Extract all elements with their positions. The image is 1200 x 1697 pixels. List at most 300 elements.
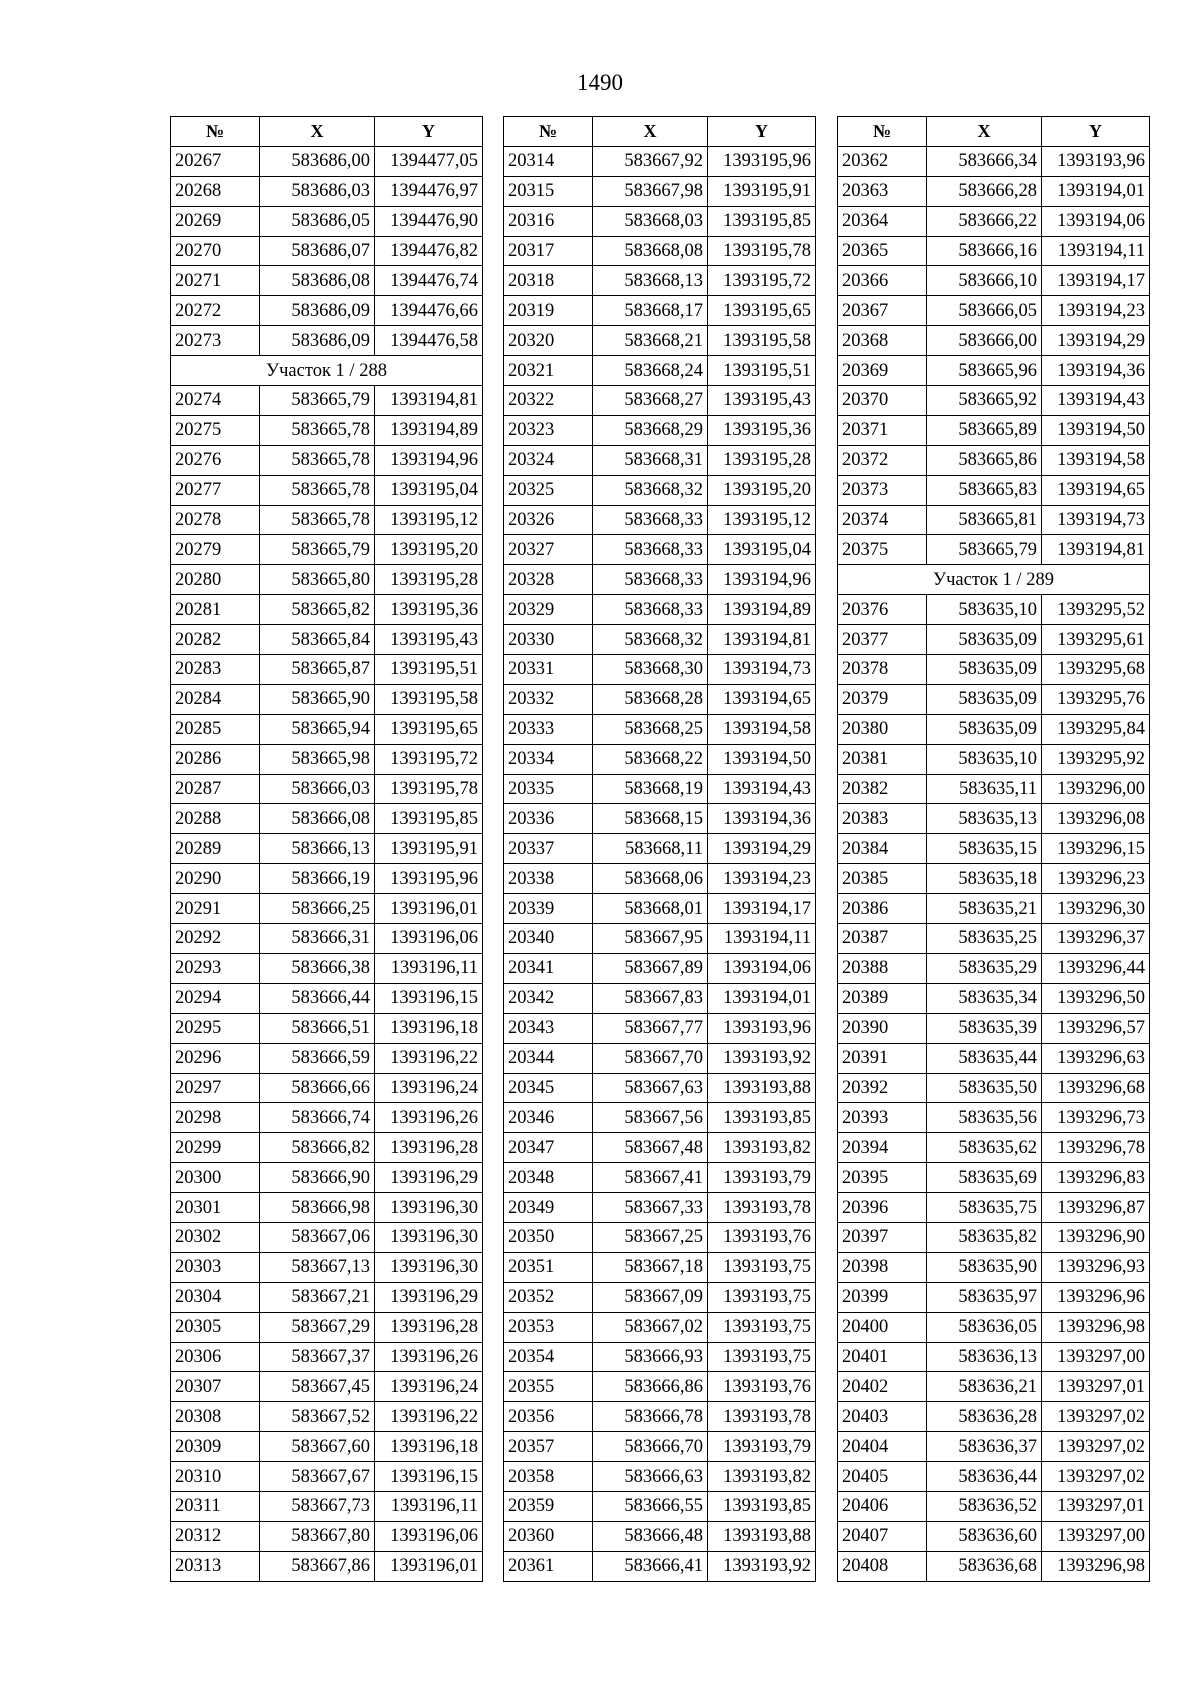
cell-y: 1394476,97 xyxy=(375,176,483,206)
header-y: Y xyxy=(708,117,816,147)
table-row xyxy=(838,236,1150,266)
cell-x: 583667,92 xyxy=(593,146,708,176)
cell-num: 20291 xyxy=(171,894,260,924)
cell-x: 583668,33 xyxy=(593,595,708,625)
table-row xyxy=(838,296,1150,326)
cell-num: 20352 xyxy=(504,1282,593,1312)
cell-x: 583636,37 xyxy=(927,1432,1042,1462)
table-row xyxy=(171,684,483,714)
header-y: Y xyxy=(1042,117,1150,147)
cell-num: 20313 xyxy=(171,1551,260,1581)
cell-num: 20326 xyxy=(504,505,593,535)
table-row xyxy=(504,774,816,804)
cell-x: 583668,33 xyxy=(593,565,708,595)
cell-num: 20306 xyxy=(171,1342,260,1372)
table-row xyxy=(504,326,816,356)
cell-x: 583665,78 xyxy=(260,445,375,475)
cell-num: 20318 xyxy=(504,266,593,296)
header-row xyxy=(171,117,483,147)
table-row xyxy=(838,1013,1150,1043)
cell-y: 1393297,01 xyxy=(1042,1372,1150,1402)
cell-num: 20293 xyxy=(171,953,260,983)
cell-num: 20369 xyxy=(838,356,927,386)
cell-x: 583667,48 xyxy=(593,1133,708,1163)
cell-num: 20361 xyxy=(504,1551,593,1581)
cell-y: 1393196,22 xyxy=(375,1043,483,1073)
table-row xyxy=(171,714,483,744)
cell-num: 20385 xyxy=(838,864,927,894)
cell-num: 20383 xyxy=(838,804,927,834)
cell-y: 1393195,78 xyxy=(375,774,483,804)
cell-x: 583667,21 xyxy=(260,1282,375,1312)
cell-y: 1393193,76 xyxy=(708,1222,816,1252)
cell-num: 20405 xyxy=(838,1462,927,1492)
cell-num: 20310 xyxy=(171,1462,260,1492)
cell-num: 20283 xyxy=(171,655,260,685)
cell-x: 583667,63 xyxy=(593,1073,708,1103)
cell-x: 583668,11 xyxy=(593,834,708,864)
cell-x: 583636,13 xyxy=(927,1342,1042,1372)
cell-y: 1393194,17 xyxy=(1042,266,1150,296)
cell-y: 1393194,43 xyxy=(1042,386,1150,416)
table-row xyxy=(838,1073,1150,1103)
table-row xyxy=(504,1551,816,1581)
cell-num: 20276 xyxy=(171,445,260,475)
table-row xyxy=(504,595,816,625)
cell-y: 1393296,83 xyxy=(1042,1163,1150,1193)
table-row xyxy=(171,595,483,625)
cell-x: 583635,15 xyxy=(927,834,1042,864)
cell-y: 1393295,68 xyxy=(1042,655,1150,685)
table-row xyxy=(838,714,1150,744)
table-row xyxy=(171,176,483,206)
cell-num: 20373 xyxy=(838,475,927,505)
cell-x: 583635,34 xyxy=(927,983,1042,1013)
cell-y: 1393196,18 xyxy=(375,1013,483,1043)
cell-y: 1393296,00 xyxy=(1042,774,1150,804)
table-row xyxy=(838,595,1150,625)
cell-num: 20337 xyxy=(504,834,593,864)
cell-x: 583635,69 xyxy=(927,1163,1042,1193)
table-row xyxy=(504,1222,816,1252)
cell-y: 1393194,17 xyxy=(708,894,816,924)
cell-y: 1393194,89 xyxy=(708,595,816,625)
cell-num: 20279 xyxy=(171,535,260,565)
cell-num: 20334 xyxy=(504,744,593,774)
cell-x: 583665,89 xyxy=(927,415,1042,445)
cell-x: 583666,25 xyxy=(260,894,375,924)
table-row xyxy=(504,983,816,1013)
cell-num: 20363 xyxy=(838,176,927,206)
table-row xyxy=(838,774,1150,804)
cell-num: 20362 xyxy=(838,146,927,176)
table-row xyxy=(504,146,816,176)
cell-num: 20330 xyxy=(504,625,593,655)
cell-x: 583668,25 xyxy=(593,714,708,744)
cell-y: 1393195,36 xyxy=(375,595,483,625)
cell-y: 1393193,92 xyxy=(708,1551,816,1581)
table-row xyxy=(504,505,816,535)
cell-num: 20368 xyxy=(838,326,927,356)
cell-num: 20402 xyxy=(838,1372,927,1402)
table-row xyxy=(504,1312,816,1342)
cell-x: 583666,08 xyxy=(260,804,375,834)
cell-x: 583666,59 xyxy=(260,1043,375,1073)
cell-num: 20294 xyxy=(171,983,260,1013)
cell-x: 583665,79 xyxy=(927,535,1042,565)
cell-x: 583666,31 xyxy=(260,924,375,954)
table-row xyxy=(838,146,1150,176)
cell-num: 20267 xyxy=(171,146,260,176)
cell-y: 1393296,57 xyxy=(1042,1013,1150,1043)
table-row xyxy=(838,1103,1150,1133)
table-row xyxy=(504,1133,816,1163)
cell-y: 1393196,24 xyxy=(375,1073,483,1103)
cell-y: 1393196,15 xyxy=(375,1462,483,1492)
cell-num: 20407 xyxy=(838,1521,927,1551)
cell-num: 20376 xyxy=(838,595,927,625)
table-row xyxy=(171,774,483,804)
cell-y: 1393296,50 xyxy=(1042,983,1150,1013)
cell-y: 1393193,88 xyxy=(708,1521,816,1551)
cell-x: 583666,19 xyxy=(260,864,375,894)
cell-num: 20400 xyxy=(838,1312,927,1342)
cell-x: 583667,29 xyxy=(260,1312,375,1342)
table-row xyxy=(171,834,483,864)
cell-x: 583635,18 xyxy=(927,864,1042,894)
cell-y: 1393194,58 xyxy=(1042,445,1150,475)
cell-num: 20380 xyxy=(838,714,927,744)
table-row xyxy=(504,625,816,655)
cell-x: 583667,80 xyxy=(260,1521,375,1551)
table-row xyxy=(171,1551,483,1581)
cell-y: 1393295,76 xyxy=(1042,684,1150,714)
cell-x: 583666,90 xyxy=(260,1163,375,1193)
cell-num: 20332 xyxy=(504,684,593,714)
cell-y: 1393195,12 xyxy=(375,505,483,535)
cell-num: 20378 xyxy=(838,655,927,685)
cell-num: 20328 xyxy=(504,565,593,595)
cell-num: 20335 xyxy=(504,774,593,804)
cell-y: 1393296,98 xyxy=(1042,1312,1150,1342)
cell-num: 20320 xyxy=(504,326,593,356)
cell-y: 1393193,85 xyxy=(708,1491,816,1521)
cell-y: 1394476,58 xyxy=(375,326,483,356)
table-row xyxy=(838,953,1150,983)
table-row xyxy=(838,1432,1150,1462)
cell-x: 583667,67 xyxy=(260,1462,375,1492)
cell-num: 20357 xyxy=(504,1432,593,1462)
cell-num: 20278 xyxy=(171,505,260,535)
table-row xyxy=(171,1193,483,1223)
cell-x: 583635,44 xyxy=(927,1043,1042,1073)
cell-num: 20353 xyxy=(504,1312,593,1342)
table-row xyxy=(171,924,483,954)
cell-y: 1393196,15 xyxy=(375,983,483,1013)
table-row xyxy=(838,1521,1150,1551)
cell-num: 20277 xyxy=(171,475,260,505)
cell-x: 583635,25 xyxy=(927,924,1042,954)
table-row xyxy=(504,684,816,714)
cell-num: 20388 xyxy=(838,953,927,983)
cell-num: 20303 xyxy=(171,1252,260,1282)
table-row xyxy=(504,176,816,206)
table-row xyxy=(171,296,483,326)
cell-x: 583665,87 xyxy=(260,655,375,685)
cell-num: 20280 xyxy=(171,565,260,595)
cell-x: 583686,09 xyxy=(260,296,375,326)
cell-x: 583666,98 xyxy=(260,1193,375,1223)
cell-x: 583665,78 xyxy=(260,415,375,445)
table-row xyxy=(504,1073,816,1103)
cell-y: 1393195,65 xyxy=(375,714,483,744)
cell-x: 583666,16 xyxy=(927,236,1042,266)
cell-num: 20408 xyxy=(838,1551,927,1581)
cell-y: 1393195,85 xyxy=(375,804,483,834)
cell-y: 1393295,84 xyxy=(1042,714,1150,744)
cell-num: 20299 xyxy=(171,1133,260,1163)
table-row xyxy=(504,1372,816,1402)
table-row xyxy=(171,1103,483,1133)
table-row xyxy=(838,266,1150,296)
cell-num: 20339 xyxy=(504,894,593,924)
table-row xyxy=(504,1462,816,1492)
table-row xyxy=(171,953,483,983)
cell-y: 1393297,00 xyxy=(1042,1342,1150,1372)
cell-x: 583635,50 xyxy=(927,1073,1042,1103)
cell-x: 583667,02 xyxy=(593,1312,708,1342)
cell-num: 20372 xyxy=(838,445,927,475)
table-row xyxy=(171,864,483,894)
cell-x: 583667,98 xyxy=(593,176,708,206)
cell-x: 583635,10 xyxy=(927,744,1042,774)
cell-x: 583665,90 xyxy=(260,684,375,714)
cell-x: 583667,45 xyxy=(260,1372,375,1402)
cell-y: 1393296,08 xyxy=(1042,804,1150,834)
table-row xyxy=(504,1103,816,1133)
header-x: X xyxy=(260,117,375,147)
cell-y: 1393194,73 xyxy=(708,655,816,685)
cell-x: 583667,09 xyxy=(593,1282,708,1312)
cell-y: 1393195,20 xyxy=(375,535,483,565)
cell-x: 583686,05 xyxy=(260,206,375,236)
table-row xyxy=(838,535,1150,565)
cell-x: 583668,30 xyxy=(593,655,708,685)
cell-y: 1393195,28 xyxy=(708,445,816,475)
table-row xyxy=(838,1222,1150,1252)
cell-y: 1393196,30 xyxy=(375,1193,483,1223)
table-row xyxy=(838,1551,1150,1581)
cell-x: 583668,33 xyxy=(593,535,708,565)
cell-num: 20275 xyxy=(171,415,260,445)
cell-x: 583667,73 xyxy=(260,1491,375,1521)
table-row xyxy=(171,1073,483,1103)
table-row xyxy=(171,1491,483,1521)
cell-x: 583667,41 xyxy=(593,1163,708,1193)
cell-y: 1393296,23 xyxy=(1042,864,1150,894)
table-row xyxy=(171,505,483,535)
cell-y: 1393196,11 xyxy=(375,1491,483,1521)
cell-x: 583686,09 xyxy=(260,326,375,356)
cell-num: 20377 xyxy=(838,625,927,655)
cell-y: 1393194,11 xyxy=(1042,236,1150,266)
cell-y: 1393296,63 xyxy=(1042,1043,1150,1073)
cell-y: 1393296,73 xyxy=(1042,1103,1150,1133)
cell-x: 583666,05 xyxy=(927,296,1042,326)
cell-num: 20345 xyxy=(504,1073,593,1103)
cell-num: 20336 xyxy=(504,804,593,834)
cell-num: 20324 xyxy=(504,445,593,475)
cell-y: 1393193,78 xyxy=(708,1193,816,1223)
cell-num: 20307 xyxy=(171,1372,260,1402)
cell-y: 1393196,26 xyxy=(375,1342,483,1372)
table-row xyxy=(838,1342,1150,1372)
cell-y: 1393194,01 xyxy=(708,983,816,1013)
cell-num: 20327 xyxy=(504,535,593,565)
cell-x: 583665,92 xyxy=(927,386,1042,416)
table-row xyxy=(171,1372,483,1402)
table-row xyxy=(171,894,483,924)
cell-x: 583666,78 xyxy=(593,1402,708,1432)
table-row xyxy=(171,1402,483,1432)
table-row xyxy=(171,1163,483,1193)
cell-y: 1393297,02 xyxy=(1042,1402,1150,1432)
cell-x: 583667,83 xyxy=(593,983,708,1013)
table-row xyxy=(171,266,483,296)
cell-num: 20387 xyxy=(838,924,927,954)
cell-num: 20270 xyxy=(171,236,260,266)
table-row xyxy=(504,1342,816,1372)
cell-y: 1393295,52 xyxy=(1042,595,1150,625)
cell-y: 1393195,51 xyxy=(375,655,483,685)
cell-y: 1393193,88 xyxy=(708,1073,816,1103)
cell-y: 1393195,85 xyxy=(708,206,816,236)
cell-num: 20401 xyxy=(838,1342,927,1372)
cell-num: 20354 xyxy=(504,1342,593,1372)
table-row xyxy=(171,206,483,236)
header-y: Y xyxy=(375,117,483,147)
cell-y: 1393195,51 xyxy=(708,356,816,386)
table-row xyxy=(504,1402,816,1432)
cell-num: 20290 xyxy=(171,864,260,894)
cell-num: 20297 xyxy=(171,1073,260,1103)
cell-num: 20343 xyxy=(504,1013,593,1043)
cell-num: 20346 xyxy=(504,1103,593,1133)
cell-num: 20341 xyxy=(504,953,593,983)
cell-y: 1393194,23 xyxy=(708,864,816,894)
cell-x: 583668,28 xyxy=(593,684,708,714)
cell-y: 1393195,65 xyxy=(708,296,816,326)
table-row xyxy=(504,953,816,983)
table-row xyxy=(171,655,483,685)
cell-num: 20370 xyxy=(838,386,927,416)
cell-y: 1393195,91 xyxy=(375,834,483,864)
cell-num: 20317 xyxy=(504,236,593,266)
cell-num: 20406 xyxy=(838,1491,927,1521)
cell-y: 1393196,30 xyxy=(375,1252,483,1282)
table-row xyxy=(171,535,483,565)
table-row xyxy=(504,266,816,296)
table-row xyxy=(838,625,1150,655)
table-row xyxy=(838,1252,1150,1282)
cell-y: 1394476,74 xyxy=(375,266,483,296)
cell-num: 20338 xyxy=(504,864,593,894)
cell-y: 1393194,81 xyxy=(1042,535,1150,565)
cell-y: 1393194,06 xyxy=(708,953,816,983)
cell-x: 583666,93 xyxy=(593,1342,708,1372)
cell-y: 1393194,06 xyxy=(1042,206,1150,236)
cell-x: 583666,38 xyxy=(260,953,375,983)
cell-num: 20367 xyxy=(838,296,927,326)
cell-x: 583665,78 xyxy=(260,475,375,505)
cell-y: 1393196,29 xyxy=(375,1163,483,1193)
cell-num: 20323 xyxy=(504,415,593,445)
cell-x: 583667,70 xyxy=(593,1043,708,1073)
table-row xyxy=(504,236,816,266)
table-row xyxy=(838,445,1150,475)
table-row xyxy=(838,684,1150,714)
cell-y: 1393193,78 xyxy=(708,1402,816,1432)
table-row xyxy=(504,415,816,445)
cell-x: 583668,17 xyxy=(593,296,708,326)
cell-y: 1393193,79 xyxy=(708,1163,816,1193)
cell-num: 20398 xyxy=(838,1252,927,1282)
cell-y: 1393195,78 xyxy=(708,236,816,266)
cell-y: 1393195,28 xyxy=(375,565,483,595)
cell-x: 583666,44 xyxy=(260,983,375,1013)
cell-y: 1393196,24 xyxy=(375,1372,483,1402)
cell-x: 583635,11 xyxy=(927,774,1042,804)
cell-x: 583666,34 xyxy=(927,146,1042,176)
header-num: № xyxy=(504,117,593,147)
cell-y: 1393195,36 xyxy=(708,415,816,445)
cell-x: 583666,82 xyxy=(260,1133,375,1163)
cell-x: 583665,79 xyxy=(260,386,375,416)
cell-num: 20356 xyxy=(504,1402,593,1432)
cell-num: 20375 xyxy=(838,535,927,565)
cell-y: 1393195,96 xyxy=(708,146,816,176)
table-row xyxy=(838,356,1150,386)
cell-y: 1393195,96 xyxy=(375,864,483,894)
table-row xyxy=(838,176,1150,206)
table-row xyxy=(504,1432,816,1462)
cell-num: 20309 xyxy=(171,1432,260,1462)
cell-y: 1393193,79 xyxy=(708,1432,816,1462)
cell-num: 20286 xyxy=(171,744,260,774)
cell-y: 1394476,66 xyxy=(375,296,483,326)
table-row xyxy=(504,744,816,774)
cell-num: 20360 xyxy=(504,1521,593,1551)
cell-num: 20300 xyxy=(171,1163,260,1193)
cell-x: 583635,56 xyxy=(927,1103,1042,1133)
table-row xyxy=(171,445,483,475)
cell-x: 583666,22 xyxy=(927,206,1042,236)
table-body xyxy=(504,146,816,1581)
cell-y: 1393194,96 xyxy=(375,445,483,475)
table-row xyxy=(504,1163,816,1193)
cell-x: 583635,09 xyxy=(927,625,1042,655)
cell-x: 583635,82 xyxy=(927,1222,1042,1252)
section-row xyxy=(171,356,483,386)
cell-num: 20296 xyxy=(171,1043,260,1073)
coordinate-table xyxy=(837,116,1150,1582)
cell-num: 20344 xyxy=(504,1043,593,1073)
cell-y: 1393296,78 xyxy=(1042,1133,1150,1163)
table-row xyxy=(171,625,483,655)
header-x: X xyxy=(593,117,708,147)
cell-num: 20288 xyxy=(171,804,260,834)
table-row xyxy=(838,983,1150,1013)
